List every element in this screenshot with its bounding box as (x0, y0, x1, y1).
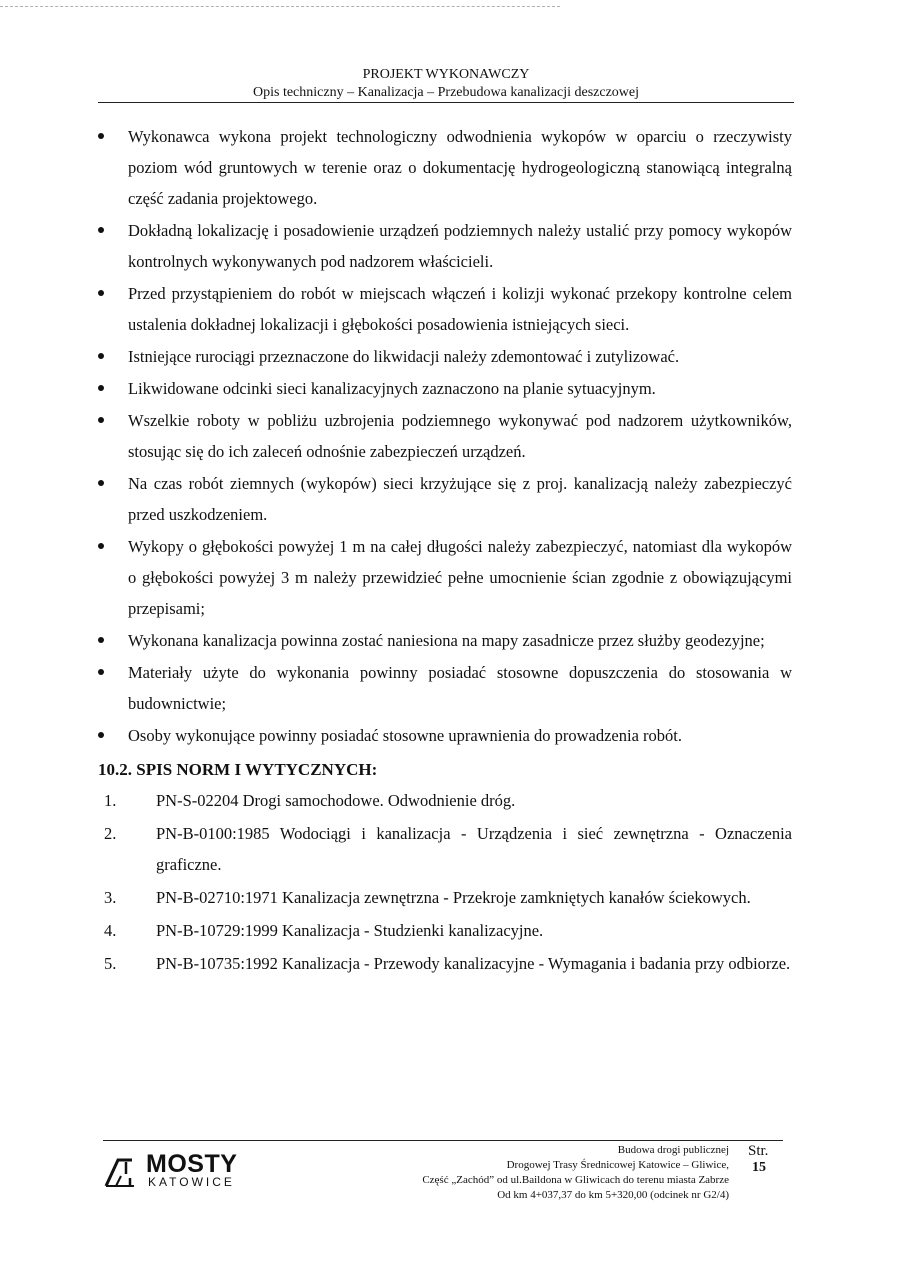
list-item: Wszelkie roboty w pobliżu uzbrojenia podziemnego wykonywać pod nadzorem użytkowników, stosując się do ich zaleceń odnośnie zabezpieczeń urządzeń. (98, 405, 792, 467)
footer-line: Od km 4+037,37 do km 5+320,00 (odcinek nr G2/4) (497, 1189, 729, 1201)
page-label: Str. (748, 1143, 769, 1159)
bullet-icon (98, 353, 104, 359)
bullet-icon (98, 290, 104, 296)
list-item: Likwidowane odcinki sieci kanalizacyjnych zaznaczono na planie sytuacyjnym. (98, 373, 792, 404)
bullet-icon (98, 227, 104, 233)
page-number: 15 (752, 1160, 766, 1175)
bullet-icon (98, 732, 104, 738)
norm-item: 2. PN-B-0100:1985 Wodociągi i kanalizacja - Urządzenia i sieć zewnętrzna - Oznaczenia graficzne. (104, 824, 792, 874)
norm-item: 4. PN-B-10729:1999 Kanalizacja - Studzienki kanalizacyjne. (104, 921, 544, 940)
mosty-logo-icon (104, 1154, 138, 1188)
bullet-icon (98, 669, 104, 675)
norm-item: 3. PN-B-02710:1971 Kanalizacja zewnętrzna - Przekroje zamkniętych kanałów ściekowych. (104, 888, 751, 907)
list-item: Osoby wykonujące powinny posiadać stosowne uprawnienia do prowadzenia robót. (98, 720, 792, 751)
list-item: Przed przystąpieniem do robót w miejscach włączeń i kolizji wykonać przekopy kontrolne celem ustalenia dokładnej lokalizacji i głębokości posadowienia istniejących sieci. (98, 278, 792, 340)
scan-artifact-line (0, 6, 560, 7)
company-logo (104, 1150, 254, 1194)
list-item: Wykonawca wykona projekt technologiczny odwodnienia wykopów w oparciu o rzeczywisty poziom wód gruntowych w terenie oraz o dokumentację hydrogeologiczną stanowiącą integralną część zadania projektowego. (98, 121, 792, 214)
logo-name: MOSTY (146, 1150, 238, 1178)
page-header (98, 66, 794, 103)
header-title: PROJEKT WYKONAWCZY (362, 67, 530, 82)
header-subtitle: Opis techniczny – Kanalizacja – Przebudowa kanalizacji deszczowej (253, 85, 639, 100)
bullet-icon (98, 133, 104, 139)
norm-item: 1. PN-S-02204 Drogi samochodowe. Odwodnienie dróg. (104, 791, 516, 810)
footer-line: Drogowej Trasy Średnicowej Katowice – Gliwice, (506, 1159, 729, 1171)
list-item: Istniejące rurociągi przeznaczone do likwidacji należy zdemontować i zutylizować. (98, 341, 792, 372)
bullet-icon (98, 385, 104, 391)
list-item: Dokładną lokalizację i posadowienie urządzeń podziemnych należy ustalić przy pomocy wykopów kontrolnych wykonywanych pod nadzorem właścicieli. (98, 215, 792, 277)
list-item: Wykonana kanalizacja powinna zostać naniesiona na mapy zasadnicze przez służby geodezyjne; (98, 625, 792, 656)
bullet-list (98, 121, 792, 751)
list-item: Materiały użyte do wykonania powinny posiadać stosowne dopuszczenia do stosowania w budownictwie; (98, 657, 792, 719)
bullet-icon (98, 637, 104, 643)
norm-item: 5. PN-B-10735:1992 Kanalizacja - Przewody kanalizacyjne - Wymagania i badania przy odbiorze. (104, 954, 791, 973)
footer-project-info (369, 1143, 729, 1203)
bullet-icon (98, 543, 104, 549)
bullet-icon (98, 480, 104, 486)
bullet-icon (98, 417, 104, 423)
document-body (98, 121, 792, 981)
footer-line: Część „Zachód” od ul.Baildona w Gliwicach do terenu miasta Zabrze (422, 1174, 729, 1186)
header-rule (98, 102, 794, 103)
logo-city: KATOWICE (148, 1175, 235, 1189)
norms-list (98, 785, 792, 979)
section-title: 10.2. SPIS NORM I WYTYCZNYCH: (98, 760, 378, 779)
list-item: Na czas robót ziemnych (wykopów) sieci krzyżujące się z proj. kanalizacją należy zabezpieczyć przed uszkodzeniem. (98, 468, 792, 530)
footer-rule (103, 1140, 783, 1141)
footer-line: Budowa drogi publicznej (617, 1144, 729, 1156)
list-item: Wykopy o głębokości powyżej 1 m na całej długości należy zabezpieczyć, natomiast dla wykopów o głębokości powyżej 3 m należy przewidzieć pełne umocnienie ścian zgodnie z obowiązującymi przepisami; (98, 531, 792, 624)
